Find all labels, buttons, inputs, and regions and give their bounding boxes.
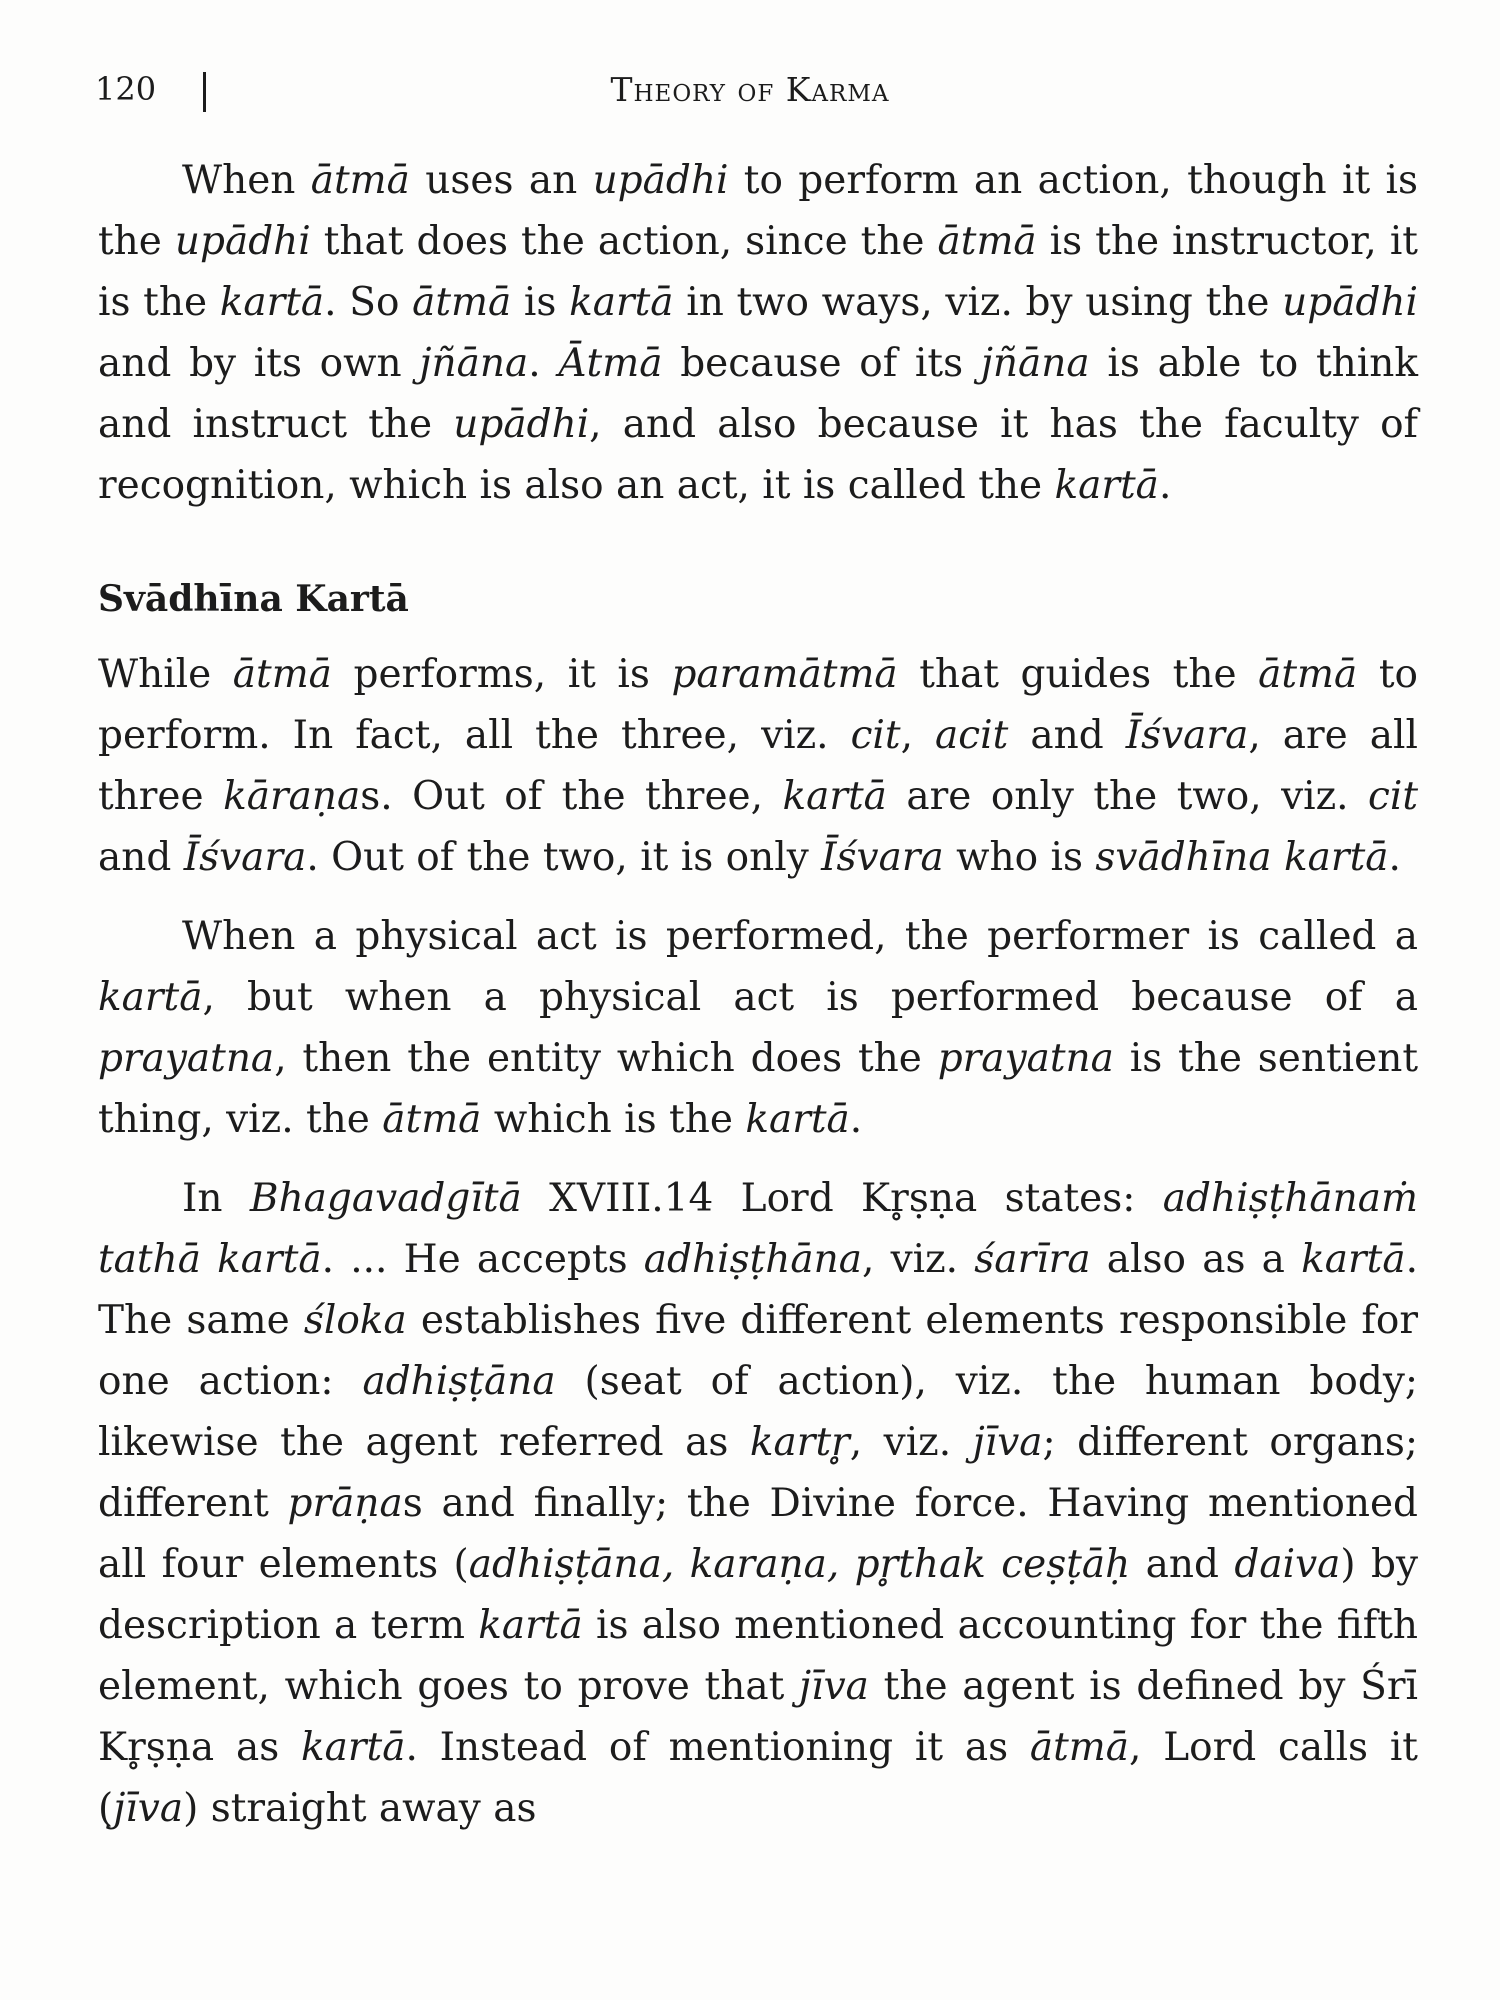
italic-term: upādhi (592, 158, 729, 203)
italic-term: adhiṣṭāna (362, 1359, 556, 1404)
italic-term: Īśvara (1125, 713, 1249, 758)
italic-term: ātmā (382, 1097, 482, 1142)
italic-term: jīva (972, 1420, 1043, 1465)
italic-term: kāraṇa (223, 774, 361, 819)
italic-term: kartā (301, 1725, 406, 1770)
paragraph-3: When a physical act is performed, the performer is called a kartā, but when a physical act is performed because of a prayatna, then the entity which does the prayatna is the sentient thing, viz. the ātmā which is the kartā. (98, 914, 1418, 1142)
italic-term: ātmā (1258, 652, 1358, 697)
italic-term: jīva (799, 1664, 869, 1709)
italic-term: kartā (478, 1603, 583, 1648)
italic-term: kartā (1054, 463, 1159, 508)
italic-term: adhiṣṭhānaṁ tathā kartā (98, 1176, 1419, 1282)
italic-term: upādhi (174, 219, 311, 264)
running-head: Theory of Karma (610, 70, 890, 109)
italic-term: Īśvara (183, 835, 307, 880)
italic-term: jīva (113, 1786, 184, 1831)
italic-term: ātmā (1029, 1725, 1130, 1770)
paragraph-2: While ātmā performs, it is paramātmā that guides the ātmā to perform. In fact, all the three, viz. cit, acit and Īśvara, are all three kāraṇas. Out of the three, kartā are only the two, viz. cit and Īśvara. Out of the two, it is only Īśvara who is svādhīna kartā. (98, 652, 1419, 880)
paragraph-4: In Bhagavadgītā XVIII.14 Lord Kr̥ṣṇa states: adhiṣṭhānaṁ tathā kartā. ... He accepts adhiṣṭhāna, viz. śarīra also as a kartā. The same śloka establishes five different elements responsible for one action: adhiṣṭāna (seat of action), viz. the human body; likewise the agent referred as kartr̥, viz. jīva; different organs; different prāṇas and finally; the Divine force. Having mentioned all four elements (adhiṣṭāna, karaṇa, pr̥thak ceṣṭāḥ and daiva) by description a term kartā is also mentioned accounting for the fifth element, which goes to prove that jīva the agent is defined by Śrī Kr̥ṣṇa as kartā. Instead of mentioning it as ātmā, Lord calls it (jīva) straight away as (98, 1176, 1419, 1831)
italic-term: cit (1368, 774, 1419, 819)
page-body (98, 150, 1418, 1839)
italic-term: upādhi (453, 402, 590, 447)
italic-term: kartā (219, 280, 325, 325)
paragraph-1: When ātmā uses an upādhi to perform an action, though it is the upādhi that does the action, since the ātmā is the instructor, it is the kartā. So ātmā is kartā in two ways, viz. by using the upādhi and by its own jñāna. Ātmā because of its jñāna is able to think and instruct the upādhi, and also because it has the faculty of recognition, which is also an act, it is called the kartā. (98, 158, 1419, 508)
italic-term: śloka (303, 1298, 407, 1343)
italic-term: ātmā (412, 280, 512, 325)
italic-term: jñāna (419, 341, 529, 386)
italic-term: Ātmā (558, 341, 663, 386)
italic-term: kartā (1301, 1237, 1406, 1282)
italic-term: Īśvara (821, 835, 944, 880)
section-heading: Svādhīna Kartā (98, 578, 409, 620)
italic-term: Bhagavadgītā (249, 1176, 522, 1221)
italic-term: kartā (569, 280, 674, 325)
italic-term: prāṇa (287, 1481, 403, 1526)
italic-term: acit (935, 713, 1009, 758)
page-number: 120 (95, 70, 157, 108)
italic-term: kartā (782, 774, 887, 819)
page-header (95, 70, 1405, 120)
italic-term: prayatna (98, 1036, 275, 1081)
italic-term: ātmā (937, 219, 1037, 264)
italic-term: prayatna (937, 1036, 1114, 1081)
italic-term: upādhi (1282, 280, 1419, 325)
italic-term: adhiṣṭāna, karaṇa, pr̥thak ceṣṭāḥ (468, 1542, 1131, 1587)
italic-term: svādhīna kartā (1095, 835, 1389, 880)
italic-term: ātmā (310, 158, 410, 203)
italic-term: ātmā (232, 652, 332, 697)
italic-term: adhiṣṭhāna (643, 1237, 863, 1282)
italic-term: kartā (98, 975, 203, 1020)
italic-term: cit (850, 713, 901, 758)
italic-term: kartā (745, 1097, 850, 1142)
italic-term: kartr̥ (749, 1420, 850, 1465)
italic-term: daiva (1234, 1542, 1341, 1587)
italic-term: jñāna (980, 341, 1090, 386)
italic-term: paramātmā (671, 652, 898, 697)
italic-term: śarīra (974, 1237, 1091, 1282)
